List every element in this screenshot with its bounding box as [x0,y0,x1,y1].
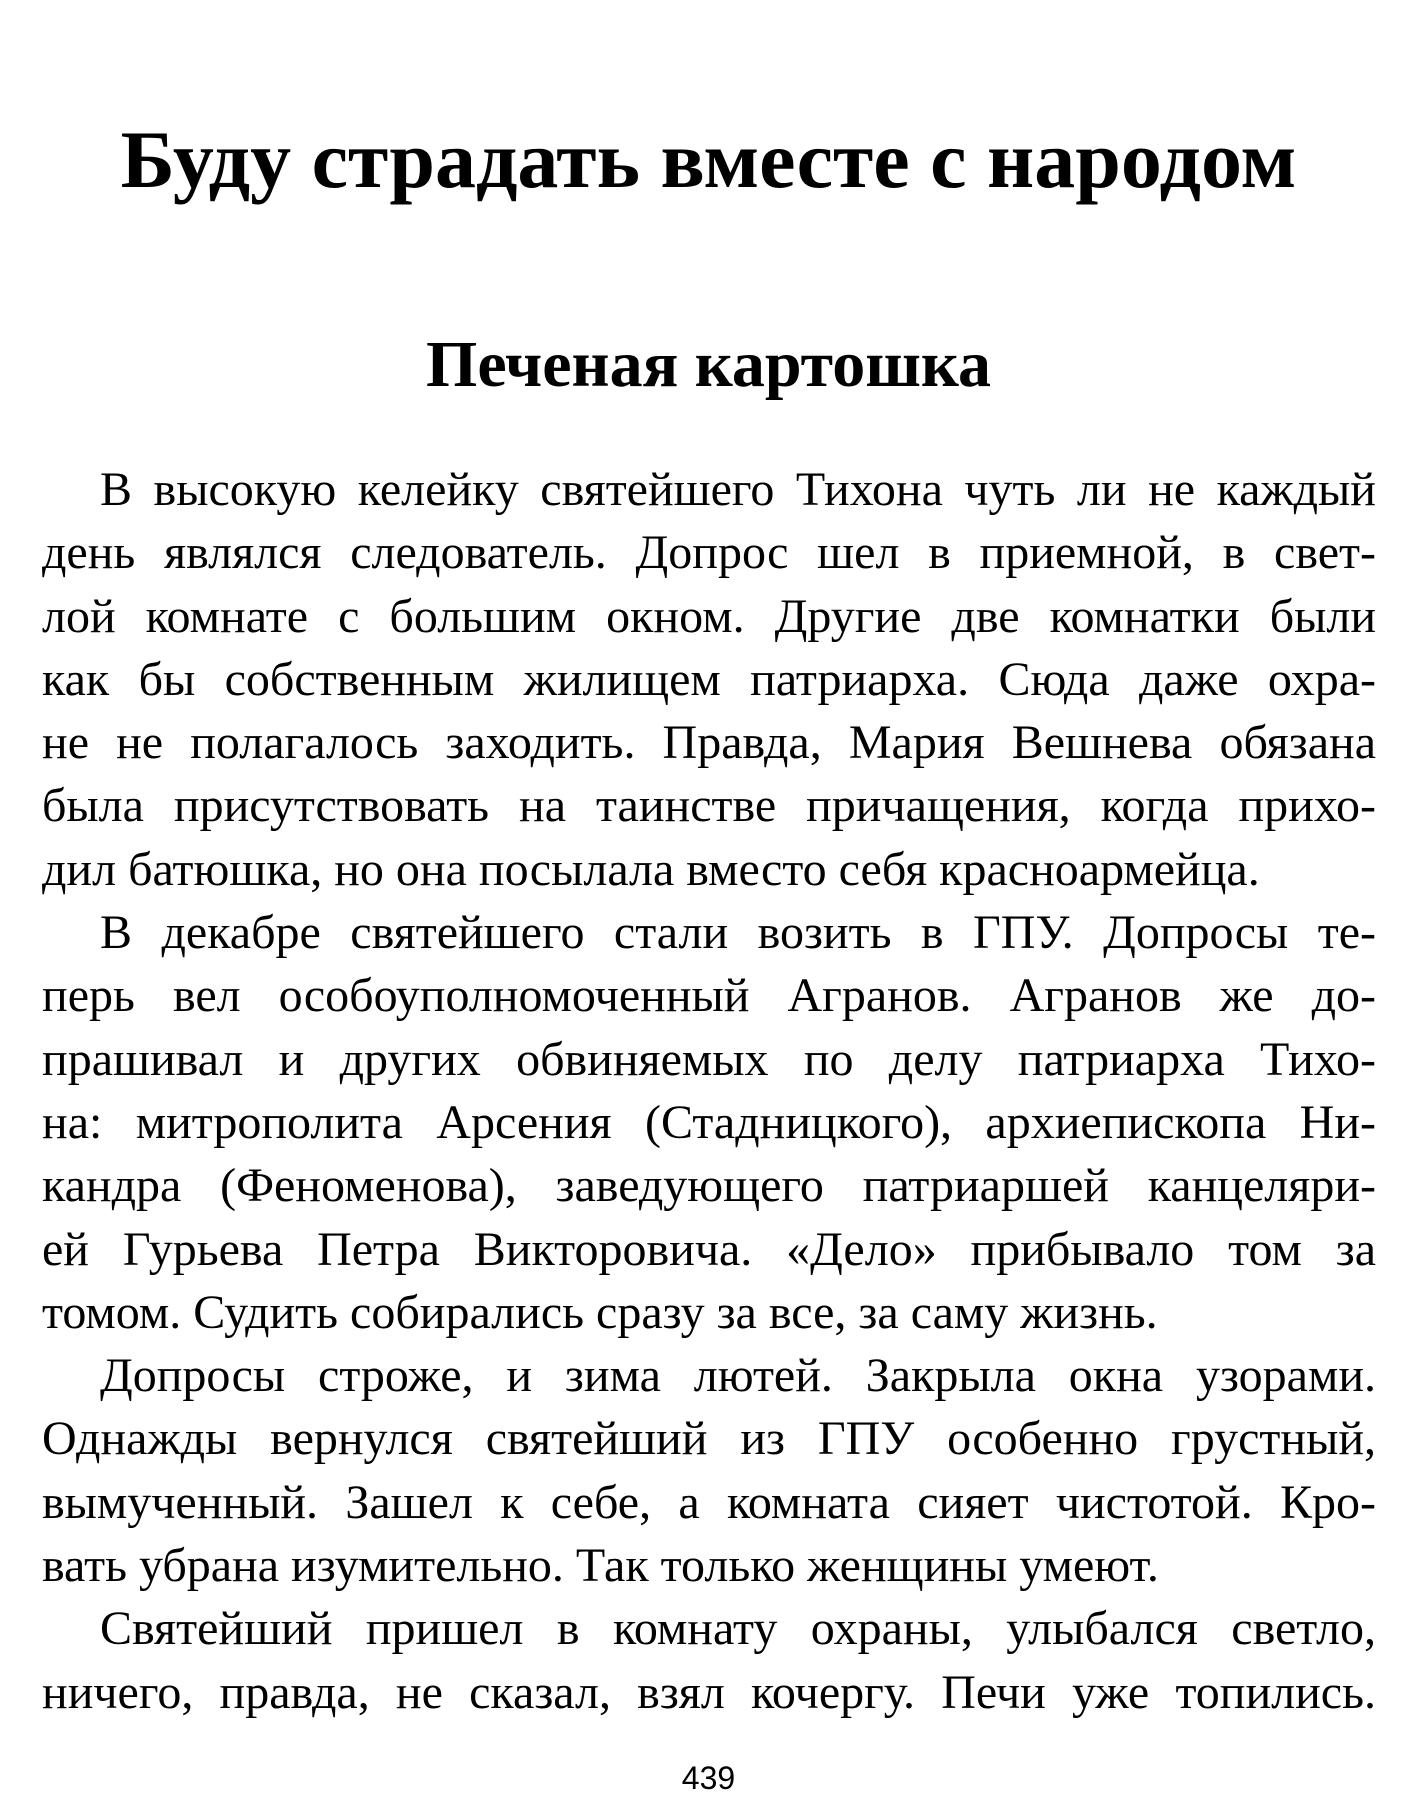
text-line: томом. Судить собирались сразу за все, за саму жизнь. [42,1285,1158,1339]
page-number: 439 [681,1760,736,1796]
paragraph-4 [42,1597,1376,1724]
section-title: Печеная картошка [426,328,991,401]
paragraph-2 [42,901,1376,1344]
text-line: вать убрана изумительно. Так только женщины умеют. [42,1539,1159,1593]
text-line: не не полагалось заходить. Правда, Мария Вешнева обязана [42,716,1376,770]
text-line: была присутствовать на таинстве причащения, когда прихо- [42,779,1376,833]
text-line: на: митрополита Арсения (Стадницкого), архиепископа Ни- [42,1095,1376,1149]
chapter-title: Буду страдать вместе с народом [120,114,1297,205]
paragraph-3 [42,1344,1376,1597]
paragraph-1 [42,458,1376,901]
text-line: Допросы строже, и зима лютей. Закрыла окна узорами. [100,1349,1376,1403]
text-line: день являлся следователь. Допрос шел в приемной, в свет- [42,526,1376,580]
text-line: Святейший пришел в комнату охраны, улыбался светло, [100,1602,1376,1656]
text-line: В высокую келейку святейшего Тихона чуть ли не каждый [100,463,1376,516]
text-line: кандра (Феноменова), заведующего патриаршей канцеляри- [42,1159,1376,1213]
text-line: Однажды вернулся святейший из ГПУ особенно грустный, [42,1412,1376,1466]
text-line: В декабре святейшего стали возить в ГПУ. Допросы те- [100,906,1376,960]
text-line: дил батюшка, но она посылала вместо себя красноармейца. [42,842,1260,896]
text-line: перь вел особоуполномоченный Агранов. Агранов же до- [42,969,1376,1023]
text-line: лой комнате с большим окном. Другие две комнатки были [42,589,1376,643]
body-text [42,458,1376,1724]
text-line: вымученный. Зашел к себе, а комната сияет чистотой. Кро- [42,1475,1376,1529]
text-line: ничего, правда, не сказал, взял кочергу. Печи уже топились. [42,1665,1376,1719]
text-line: как бы собственным жилищем патриарха. Сюда даже охра- [42,652,1376,706]
text-line: ей Гурьева Петра Викторовича. «Дело» прибывало том за [42,1222,1376,1276]
text-line: прашивал и других обвиняемых по делу патриарха Тихо- [42,1032,1376,1086]
